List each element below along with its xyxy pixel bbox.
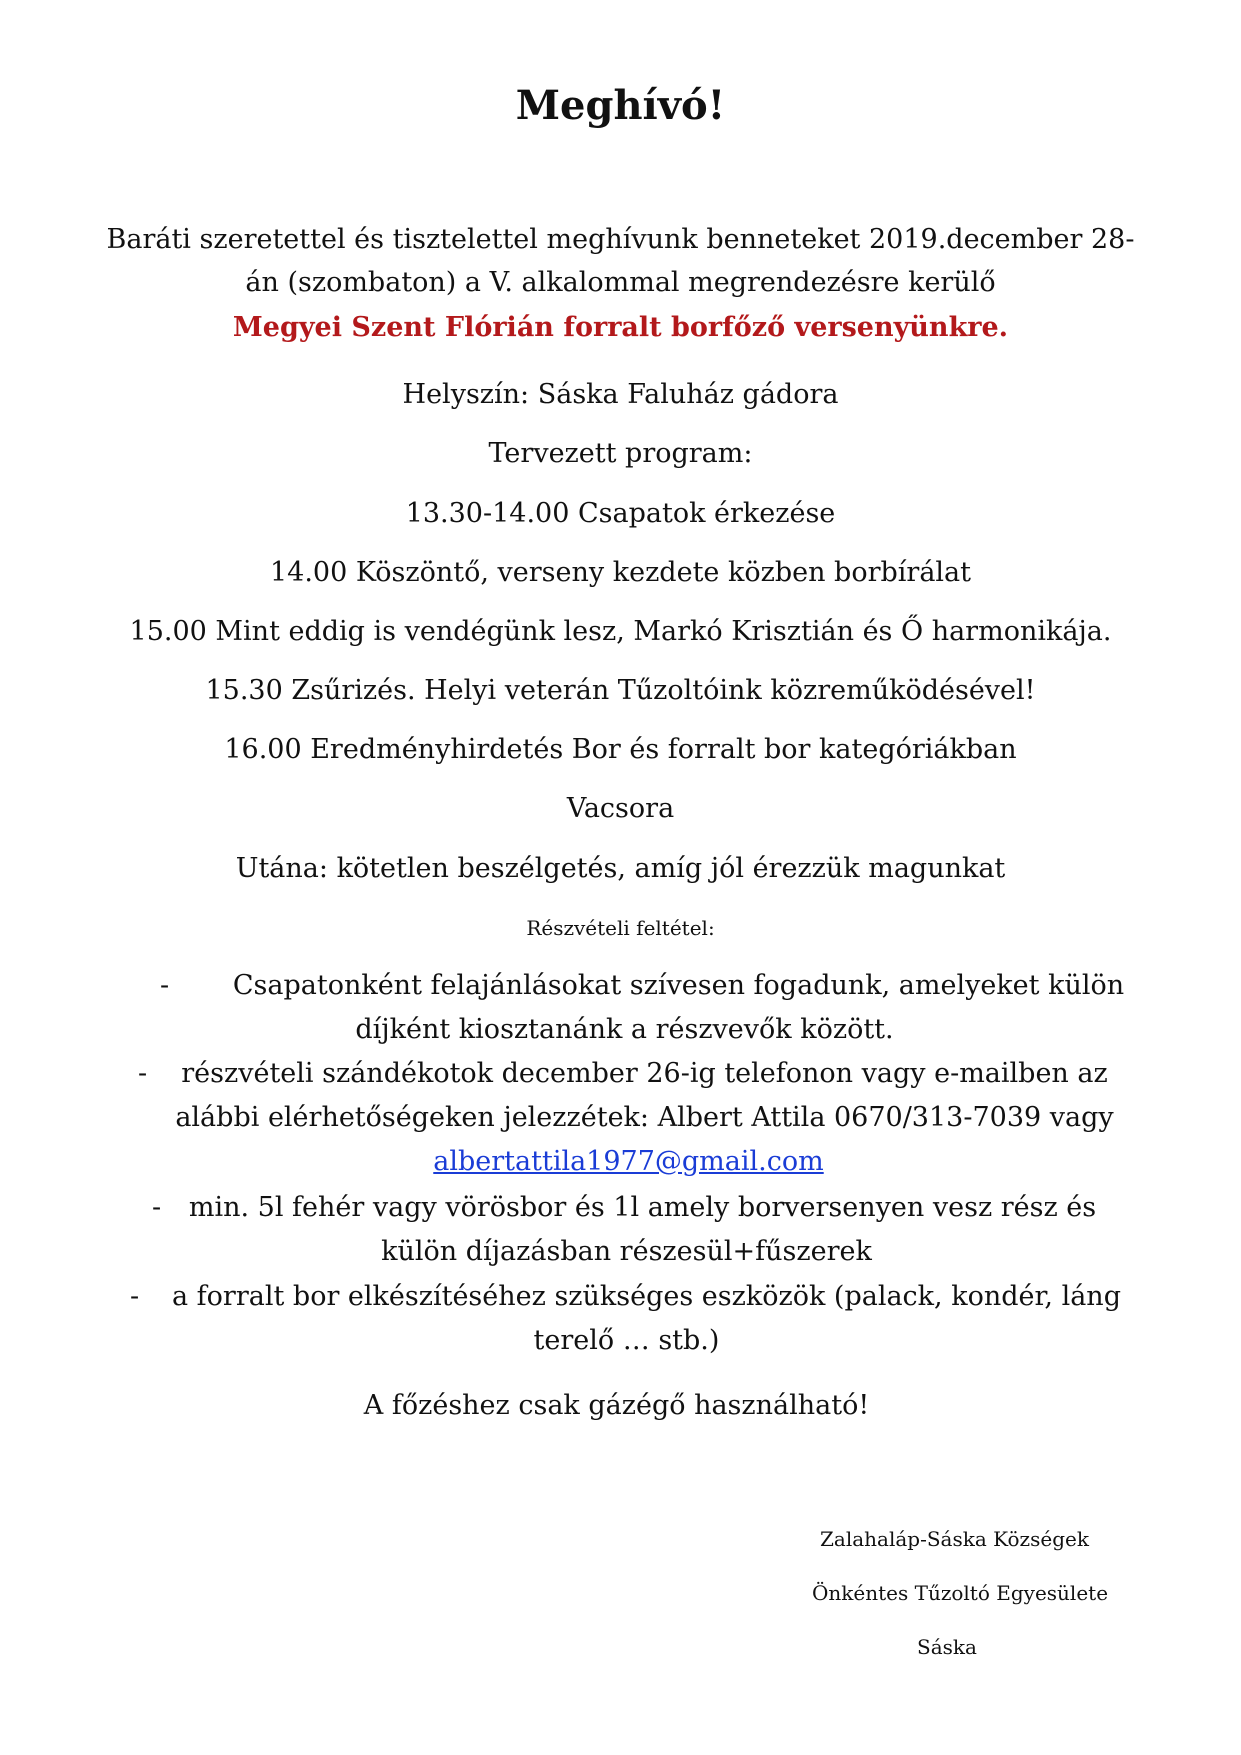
condition-2-line-2: alábbi elérhetőségeken jelezzétek: Albert Attila 0670/313-7039 vagy: [175, 1102, 1114, 1133]
event-name: Megyei Szent Flórián forralt borfőző versenyünkre.: [232, 312, 1009, 343]
bullet-dash: -: [130, 1281, 140, 1312]
condition-3-line-2: külön díjazásban részesül+fűszerek: [381, 1236, 872, 1267]
intro-line-1: Baráti szeretettel és tisztelettel meghívunk benneteket 2019.december 28-: [106, 224, 1135, 255]
program-item: Vacsora: [566, 793, 675, 824]
program-item: 16.00 Eredményhirdetés Bor és forralt bor kategóriákban: [224, 734, 1017, 765]
bullet-dash: -: [138, 1058, 148, 1089]
condition-2-line-1: részvételi szándékotok december 26-ig telefonon vagy e-mailben az: [181, 1058, 1108, 1089]
conditions-heading: Részvételi feltétel:: [526, 916, 715, 940]
condition-1-line-2: díjként kiosztanánk a részvevők között.: [355, 1014, 894, 1045]
venue: Helyszín: Sáska Faluház gádora: [402, 379, 839, 410]
program-item: 15.30 Zsűrizés. Helyi veterán Tűzoltóink közreműködésével!: [205, 675, 1036, 706]
bullet-dash: -: [160, 970, 170, 1001]
signature-line-3: Sáska: [917, 1635, 977, 1659]
signature-line-2: Önkéntes Tűzoltó Egyesülete: [812, 1581, 1109, 1605]
program-item: 15.00 Mint eddig is vendégünk lesz, Markó Krisztián és Ő harmonikája.: [129, 616, 1112, 647]
signature-line-1: Zalahaláp-Sáska Községek: [820, 1527, 1089, 1551]
program-item: 14.00 Köszöntő, verseny kezdete közben borbírálat: [269, 557, 972, 588]
bullet-dash: -: [152, 1192, 162, 1223]
condition-4-line-1: a forralt bor elkészítéséhez szükséges eszközök (palack, kondér, láng: [172, 1281, 1121, 1312]
program-item: 13.30-14.00 Csapatok érkezése: [405, 498, 836, 529]
program-heading: Tervezett program:: [488, 438, 753, 469]
condition-1-line-1: Csapatonként felajánlásokat szívesen fogadunk, amelyeket külön: [232, 970, 1125, 1001]
email-link[interactable]: albertattila1977@gmail.com: [433, 1146, 824, 1177]
page-title: Meghívó!: [515, 82, 726, 129]
condition-3-line-1: min. 5l fehér vagy vörösbor és 1l amely borversenyen vesz rész és: [188, 1192, 1097, 1223]
program-item: Utána: kötetlen beszélgetés, amíg jól érezzük magunkat: [235, 853, 1006, 884]
notice: A főzéshez csak gázégő használható!: [363, 1390, 870, 1421]
intro-line-2: án (szombaton) a V. alkalommal megrendezésre kerülő: [245, 267, 996, 298]
condition-4-line-2: terelő … stb.): [533, 1325, 720, 1356]
